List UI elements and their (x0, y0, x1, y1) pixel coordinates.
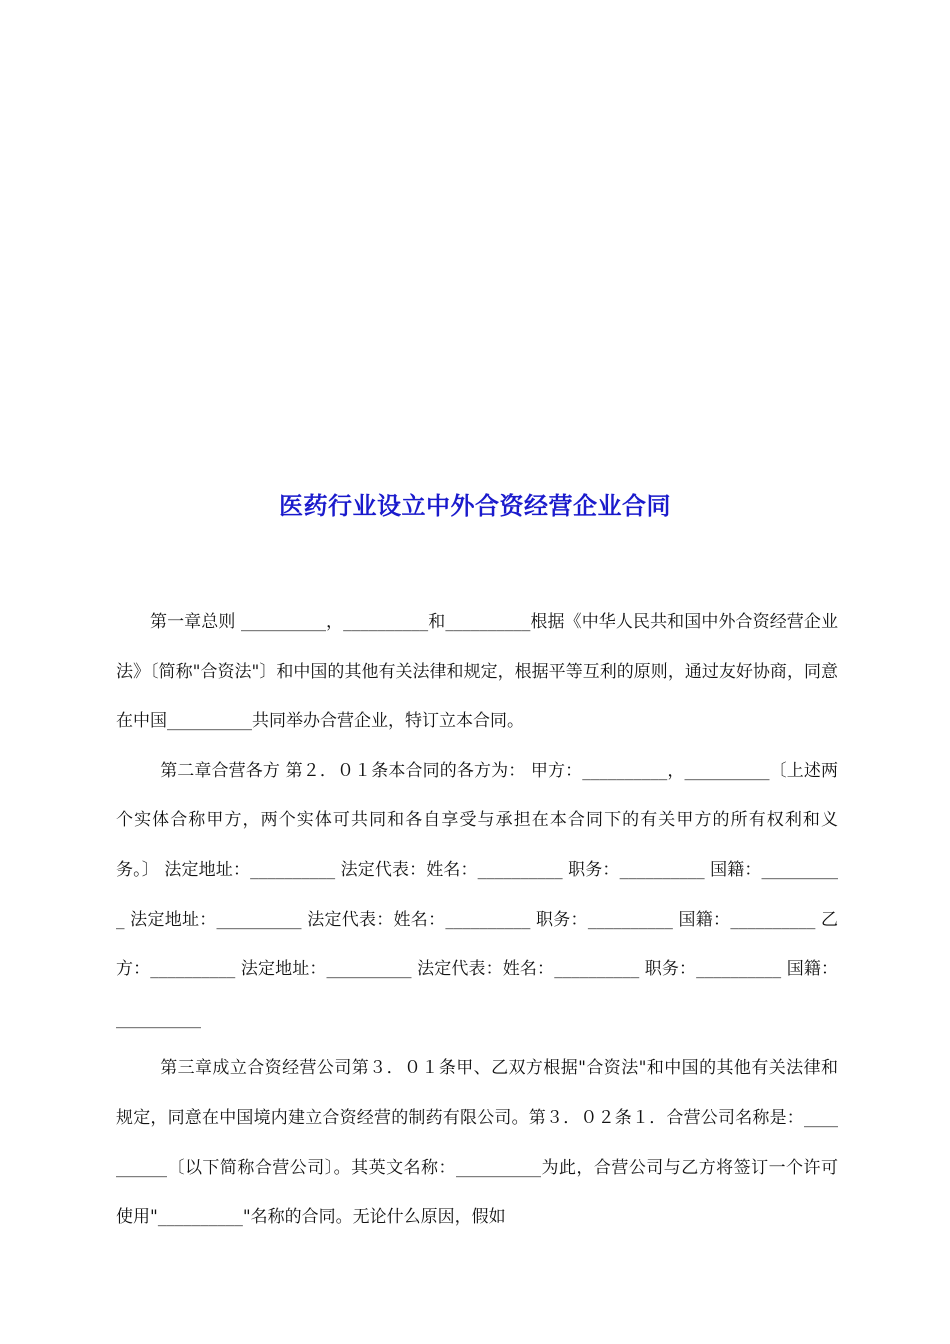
paragraph-chapter-3: 第三章成立合资经营公司第３．０１条甲、乙双方根据"合资法"和中国的其他有关法律和规定，同意在中国境内建立合资经营的制药有限公司。第３．０２条１．合营公司名称是：__________〔以下简称合营公司〕。其英文名称：__________为此，合营公司与乙方将签订一个许可使用"__________"名称的合同。无论什么原因，假如 (116, 1058, 838, 1228)
paragraph-chapter-1: 第一章总则 __________，__________和__________根据《中华人民共和国中外合资经营企业法》〔简称"合资法"〕和中国的其他有关法律和规定，根据平等互利的原则，通过友好协商，同意在中国__________共同举办合营企业，特订立本合同。 (116, 612, 838, 732)
paragraph-chapter-2: 第二章合营各方 第２．０１条本合同的各方为： 甲方：__________，__________〔上述两个实体合称甲方，两个实体可共同和各自享受与承担在本合同下的有关甲方的所有权利和义务。〕 法定地址：__________ 法定代表：姓名：__________ 职务：__________ 国籍：__________ 法定地址：__________ 法定代表：姓名：__________ 职务：__________ 国籍：__________ 乙方：__________ 法定地址：__________ 法定代表：姓名：__________ 职务：__________ 国籍：__________ (116, 760, 838, 1029)
document-body (116, 598, 838, 1243)
document-title: 医药行业设立中外合资经营企业合同 (279, 492, 671, 520)
